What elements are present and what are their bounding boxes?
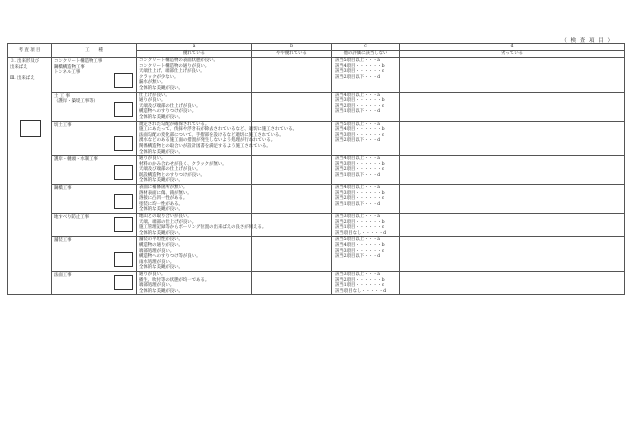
b-cell (252, 156, 332, 185)
criteria-item: コンクリート構造物の表面状態が良い。 (139, 58, 218, 63)
work-type-label: 地すべり防止工事 (54, 215, 90, 221)
criteria-item: 関係構造物との取合いが設計図書を満足するよう施工されている。 (139, 143, 271, 149)
item-line: ３. 出来形及び (10, 59, 40, 64)
work-type-label: 鋼橋構造物工事 (54, 64, 85, 70)
table-row (8, 185, 625, 214)
header-item: 考 査 項 目 (8, 44, 52, 58)
header-c-label: 他の評価に該当しない (332, 51, 400, 58)
criteria-item: 地山との取り合いが良い。 (139, 214, 192, 220)
criteria-item: 天端、端部の仕上げが良い。 (139, 219, 197, 225)
work-type-label: 舗装工事 (54, 238, 72, 244)
scoring-rule: 該当2項目・・・・・・c (335, 196, 385, 202)
criteria-item: 塗装に均一性がある。 (139, 201, 183, 207)
work-type-label: 鋼橋工事 (54, 186, 72, 192)
evaluation-table (7, 43, 625, 295)
scoring-cell (332, 214, 400, 237)
item-line: 出来ばえ (10, 64, 28, 70)
criteria-item: 構造物へのすりつけ等が良い。 (139, 254, 201, 260)
d-cell (400, 271, 625, 294)
scoring-cell (332, 185, 400, 214)
work-type-cell (52, 214, 137, 237)
criteria-cell (137, 237, 252, 272)
d-cell (400, 92, 625, 121)
criteria-item: 材料のかみ合わせが良く、クラックが無い。 (139, 161, 227, 167)
table-row (8, 58, 625, 93)
scoring-rule: 該当1項目以下・・・d (335, 109, 381, 115)
work-type-cell (52, 92, 137, 121)
score-box[interactable] (114, 275, 133, 290)
scoring-rule: 該当3項目以上・・・a (335, 271, 380, 277)
criteria-item: クラックが少ない。 (139, 74, 179, 80)
criteria-item: 全体的な美観が良い。 (139, 114, 183, 120)
criteria-item: 端部処理が良い。 (139, 248, 175, 254)
score-box[interactable] (114, 252, 133, 267)
d-cell (400, 214, 625, 237)
criteria-item: 全体的な美観が良い。 (139, 207, 183, 213)
scoring-rule: 該当項目なし・・・・・d (335, 230, 387, 236)
criteria-item: 規定された勾配が確保されている。 (139, 121, 210, 127)
table-row (8, 156, 625, 185)
scoring-rule: 該当3項目・・・・・・b (335, 98, 385, 104)
b-cell (252, 58, 332, 93)
criteria-item: 溶材表面に傷、錆が無い。 (139, 190, 192, 196)
criteria-item: 播生、吹付等の状態が均一である。 (139, 277, 210, 283)
table-row (8, 121, 625, 156)
scoring-rule: 該当4項目・・・・・・b (335, 63, 385, 69)
criteria-item: 構造物の通りが良い。 (139, 243, 183, 248)
work-type-label: 法面工事 (54, 272, 72, 278)
criteria-item: 施工管理記録等からボーリング位置の出来ばえの良さが伺える。 (139, 225, 267, 231)
scoring-rule: 該当4項目以上・・・a (335, 92, 380, 98)
criteria-item: 仕上げが良い。 (139, 92, 170, 98)
score-box[interactable] (114, 165, 133, 180)
criteria-item: 全体的な美観が良い。 (139, 230, 183, 236)
score-box[interactable] (114, 102, 133, 117)
header-b-letter: b (252, 44, 332, 51)
scoring-rule: 該当5項目以上・・・a (335, 237, 380, 243)
scoring-cell (332, 237, 400, 272)
work-type-cell (52, 156, 137, 185)
work-type-label: 土 工 事 (54, 93, 70, 99)
scoring-rule: 該当5項目以上・・・a (335, 121, 380, 127)
criteria-item: 全体的な美観が良い。 (139, 178, 183, 184)
scoring-cell (332, 156, 400, 185)
scoring-cell (332, 58, 400, 93)
scoring-rule: 該当3項目・・・・・・c (335, 69, 385, 75)
criteria-item: 湧水などのある施工面の措置が発生しないよう処理が行われている。 (139, 138, 276, 144)
work-type-label: 切土工事 (54, 122, 72, 128)
criteria-item: 漏水が無い。 (139, 80, 166, 86)
b-cell (252, 185, 332, 214)
scoring-rule: 該当5項目以上・・・a (335, 58, 380, 63)
header-a-letter: a (137, 44, 252, 51)
table-row (8, 237, 625, 272)
header-d-label: 劣っている (400, 51, 625, 58)
header-c-letter: c (332, 44, 400, 51)
score-box[interactable] (114, 194, 133, 209)
criteria-item: 全体的な美観が良い。 (139, 85, 183, 91)
criteria-item: 端部処理が良い。 (139, 283, 175, 289)
scoring-rule: 該当3項目・・・・・・b (335, 190, 385, 196)
criteria-item: コンクリート構造物の通りが良い。 (139, 63, 210, 69)
scoring-rule: 該当3項目・・・・・・b (335, 161, 385, 167)
b-cell (252, 237, 332, 272)
criteria-item: 雨水処理が良い。 (139, 259, 175, 265)
scoring-rule: 該当2項目・・・・・・c (335, 167, 385, 173)
scoring-rule: 該当4項目・・・・・・b (335, 243, 385, 248)
criteria-item: 既設構造物とのすりつけが良い。 (139, 172, 205, 178)
scoring-rule: 該当2項目以下・・・d (335, 138, 381, 144)
header-type: 工 種 (52, 44, 137, 58)
criteria-item: 天端及び端部の仕上げが良い。 (139, 103, 201, 109)
work-type-cell (52, 185, 137, 214)
score-box[interactable] (114, 73, 133, 88)
criteria-cell (137, 58, 252, 93)
scoring-rule: 該当2項目以下・・・d (335, 74, 381, 80)
scoring-rule: 該当4項目以上・・・a (335, 156, 380, 162)
scoring-rule: 該当1項目・・・・・・c (335, 283, 385, 289)
scoring-rule: 該当1項目以下・・・d (335, 172, 381, 178)
work-type-label: トンネル工事 (54, 70, 81, 76)
d-cell (400, 156, 625, 185)
d-cell (400, 121, 625, 156)
table-row (8, 214, 625, 237)
criteria-cell (137, 214, 267, 237)
scoring-cell (332, 92, 400, 121)
criteria-item: 全体的な美観が良い。 (139, 265, 183, 271)
b-cell (252, 271, 332, 294)
scoring-rule: 該当1項目・・・・・・c (335, 225, 385, 231)
criteria-item: 舗装の平坦性が良い。 (139, 237, 183, 243)
item-cell (8, 58, 52, 295)
criteria-cell (137, 92, 252, 121)
criteria-cell (137, 121, 297, 156)
criteria-item: 通りが良い。 (139, 156, 166, 162)
d-cell (400, 58, 625, 93)
criteria-item: 施工にあたって、伐採や浮き石が除去されているなど、適切に施工されている。 (139, 127, 297, 133)
criteria-item: 天端仕上げ、端部仕上げが良い。 (139, 69, 205, 75)
criteria-cell (137, 271, 252, 294)
scoring-rule: 該当4項目以上・・・a (335, 185, 380, 191)
table-row (8, 271, 625, 294)
work-type-cell (52, 58, 137, 93)
scoring-rule: 該当項目なし・・・・・d (335, 288, 387, 294)
section-tag: （ 検 査 項 目 ） (561, 38, 614, 44)
b-cell (252, 92, 332, 121)
work-type-cell (52, 271, 137, 294)
work-type-cell (52, 237, 137, 272)
criteria-item: 通りが良い。 (139, 271, 166, 277)
work-type-label: 護岸・樋頭・水制工事 (54, 157, 98, 163)
scoring-rule: 該当2項目・・・・・・b (335, 219, 385, 225)
scoring-rule: 該当3項目・・・・・・c (335, 132, 385, 138)
criteria-item: 構造物へのすりつけが良い。 (139, 109, 197, 115)
criteria-item: 法面勾配の変化部について、手摺部を設けるなど適切に施工されている。 (139, 132, 284, 138)
criteria-item: 全体的な美観が良い。 (139, 149, 183, 155)
work-type-cell (52, 121, 137, 156)
score-box[interactable] (114, 217, 133, 232)
header-a-label: 優れている (137, 51, 252, 58)
scoring-cell (332, 121, 400, 156)
work-type-label: コンクリート構造物工事 (54, 59, 103, 64)
work-type-label: （護岸・築堤工事等） (54, 99, 98, 105)
criteria-item: 天端及び端部の仕上げが良い。 (139, 167, 201, 173)
criteria-cell (137, 185, 252, 214)
criteria-item: 全体的な美観が良い。 (139, 288, 183, 294)
scoring-rule: 該当1項目以下・・・d (335, 201, 381, 207)
criteria-cell (137, 156, 252, 185)
scoring-cell (332, 271, 400, 294)
scoring-rule: 該当2項目・・・・・・c (335, 103, 385, 109)
criteria-item: 表面に補修箇所が無い。 (139, 185, 188, 191)
score-box[interactable] (114, 136, 133, 151)
scoring-rule: 該当3項目以上・・・a (335, 214, 380, 220)
scoring-rule: 該当3項目・・・・・・c (335, 248, 385, 254)
table-row (8, 92, 625, 121)
item-line: Ⅲ. 出来ばえ (10, 75, 35, 81)
d-cell (400, 237, 625, 272)
scoring-rule: 該当4項目・・・・・・b (335, 127, 385, 133)
criteria-item: 溶接に凸凹一性がある。 (139, 196, 188, 202)
score-box[interactable] (20, 120, 41, 137)
d-cell (400, 185, 625, 214)
header-d-letter: d (400, 44, 625, 51)
scoring-rule: 該当2項目・・・・・・b (335, 277, 385, 283)
scoring-rule: 該当2項目以下・・・d (335, 254, 381, 260)
header-b-label: やや優れている (252, 51, 332, 58)
criteria-item: 通りが良い。 (139, 98, 166, 104)
